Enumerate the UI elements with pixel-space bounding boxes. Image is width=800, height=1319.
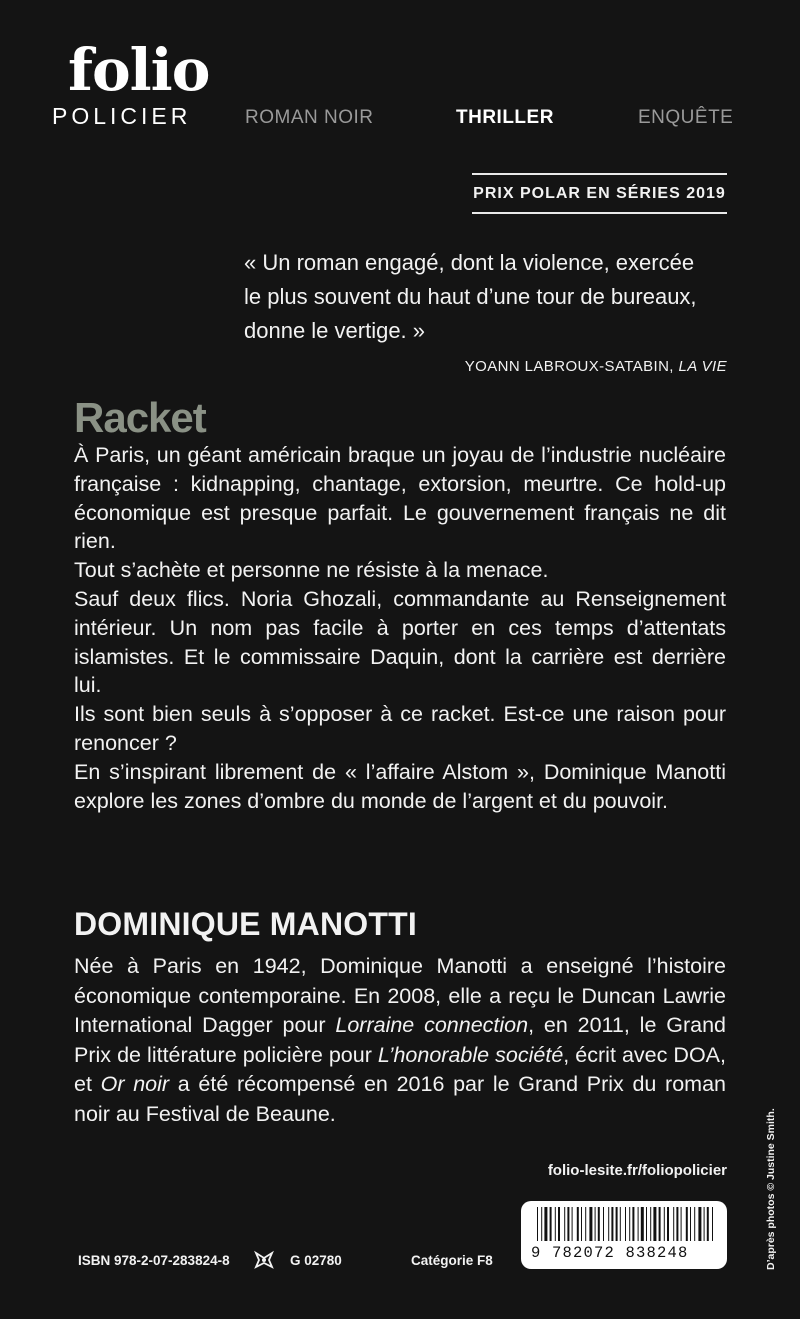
barcode-bar (632, 1207, 634, 1241)
barcode-bar (541, 1207, 542, 1241)
prize-rule-top (472, 173, 727, 175)
quote-source-publication: LA VIE (678, 358, 727, 375)
barcode-bar (567, 1207, 569, 1241)
barcode-bar (659, 1207, 661, 1241)
barcode-bar (712, 1207, 713, 1241)
barcode-bar (625, 1207, 626, 1241)
photo-credit: D’après photos © Justine Smith. (765, 1108, 777, 1270)
folio-logo: folio (68, 36, 210, 104)
barcode-bar (544, 1207, 547, 1241)
barcode-bar (550, 1207, 552, 1241)
synopsis-paragraph: Ils sont bien seuls à s’opposer à ce racket. Est-ce une raison pour renoncer ? (74, 702, 726, 755)
barcode-bar (564, 1207, 565, 1241)
barcode-bar (641, 1207, 644, 1241)
barcode-bar (686, 1207, 688, 1241)
genre-thriller: THRILLER (456, 107, 554, 128)
isbn: ISBN 978-2-07-283824-8 (78, 1253, 230, 1268)
barcode-bar (537, 1207, 538, 1241)
barcode-bar (595, 1207, 596, 1241)
barcode-bar (653, 1207, 656, 1241)
barcode-bar (681, 1207, 682, 1241)
website-link: folio-lesite.fr/foliopolicier (547, 1162, 727, 1179)
genre-enquete: ENQUÊTE (638, 107, 734, 128)
bio-text: , en 2011, le Grand Prix de littérature policière pour (74, 1013, 726, 1067)
book-title: Racket (74, 394, 206, 441)
barcode-number: 9 782072 838248 (531, 1244, 689, 1262)
barcode-bar (664, 1207, 665, 1241)
bio-text: Née à Paris en 1942, Dominique Manotti a enseigné l’histoire économique contemporaine. En 2008, elle a reçu le Duncan Lawrie International Dagger pour (74, 954, 726, 1037)
barcode-bar (676, 1207, 678, 1241)
author-name: DOMINIQUE MANOTTI (74, 906, 417, 942)
synopsis (74, 441, 726, 815)
gallimard-emblem-icon (252, 1249, 276, 1278)
bio-work-title: Or noir (100, 1072, 170, 1096)
quote-line: le plus souvent du haut d’une tour de bureaux, (244, 284, 697, 309)
barcode-bar (698, 1207, 701, 1241)
barcode-bar (673, 1207, 674, 1241)
bio-work-title: L’honorable société (377, 1042, 564, 1067)
barcode-bar (667, 1207, 669, 1241)
bio-text: a été récompensé en 2016 par le Grand Prix du roman noir au Festival de Beaune. (74, 1072, 726, 1126)
barcode-bar (598, 1207, 600, 1241)
bio-work-title: Lorraine connection (335, 1013, 529, 1037)
author-bio (74, 952, 726, 1129)
synopsis-paragraph: Sauf deux flics. Noria Ghozali, commandante au Renseignement intérieur. Un nom pas facile à porter en ces temps d’attentats islamistes. Et le commissaire Daquin, dont la carrière est derrière lui. (74, 586, 726, 698)
synopsis-paragraph: Tout s’achète et personne ne résiste à la menace. (74, 558, 549, 583)
g-code: G 02780 (290, 1253, 342, 1268)
barcode-bar (572, 1207, 573, 1241)
barcode-bar (581, 1207, 582, 1241)
category-label: Catégorie (411, 1253, 474, 1268)
barcode-bar (608, 1207, 609, 1241)
prize-rule-bottom (472, 212, 727, 214)
barcode-bar (707, 1207, 709, 1241)
genre-roman-noir: ROMAN NOIR (245, 107, 374, 128)
barcode-bar (646, 1207, 647, 1241)
synopsis-paragraph: À Paris, un géant américain braque un joyau de l’industrie nucléaire française : kidnapping, chantage, extorsion, meurtre. Ce hold-up économique est presque parfait. Le gouvernement français ne dit rien. (74, 443, 726, 554)
barcode-bar (638, 1207, 639, 1241)
barcode-bar (589, 1207, 592, 1241)
collection-name: POLICIER (52, 103, 192, 129)
quote-source-author: YOANN LABROUX-SATABIN, (464, 358, 674, 375)
barcode-bar (650, 1207, 651, 1241)
synopsis-paragraph: En s’inspirant librement de « l’affaire Alstom », Dominique Manotti explore les zones d’ombre du monde de l’argent et du pouvoir. (74, 759, 726, 813)
bio-text: , écrit avec DOA, et (74, 1042, 726, 1096)
barcode-bar (690, 1207, 691, 1241)
barcode-bar (611, 1207, 613, 1241)
category-value: F8 (477, 1253, 493, 1268)
quote-source (380, 358, 727, 375)
quote-line: donne le vertige. » (244, 318, 426, 343)
barcode-bar (616, 1207, 618, 1241)
barcode-bar (704, 1207, 705, 1241)
prize-label: PRIX POLAR EN SÉRIES 2019 (473, 185, 726, 202)
barcode-bar (555, 1207, 556, 1241)
barcode-bar (603, 1207, 604, 1241)
barcode-bar (620, 1207, 621, 1241)
barcode-bar (694, 1207, 695, 1241)
barcode-bar (577, 1207, 579, 1241)
barcode-bar (585, 1207, 586, 1241)
barcode-bar (558, 1207, 560, 1241)
barcode-bar (629, 1207, 630, 1241)
category (411, 1253, 493, 1268)
press-quote (244, 246, 734, 348)
quote-line: « Un roman engagé, dont la violence, exercée (244, 250, 695, 275)
